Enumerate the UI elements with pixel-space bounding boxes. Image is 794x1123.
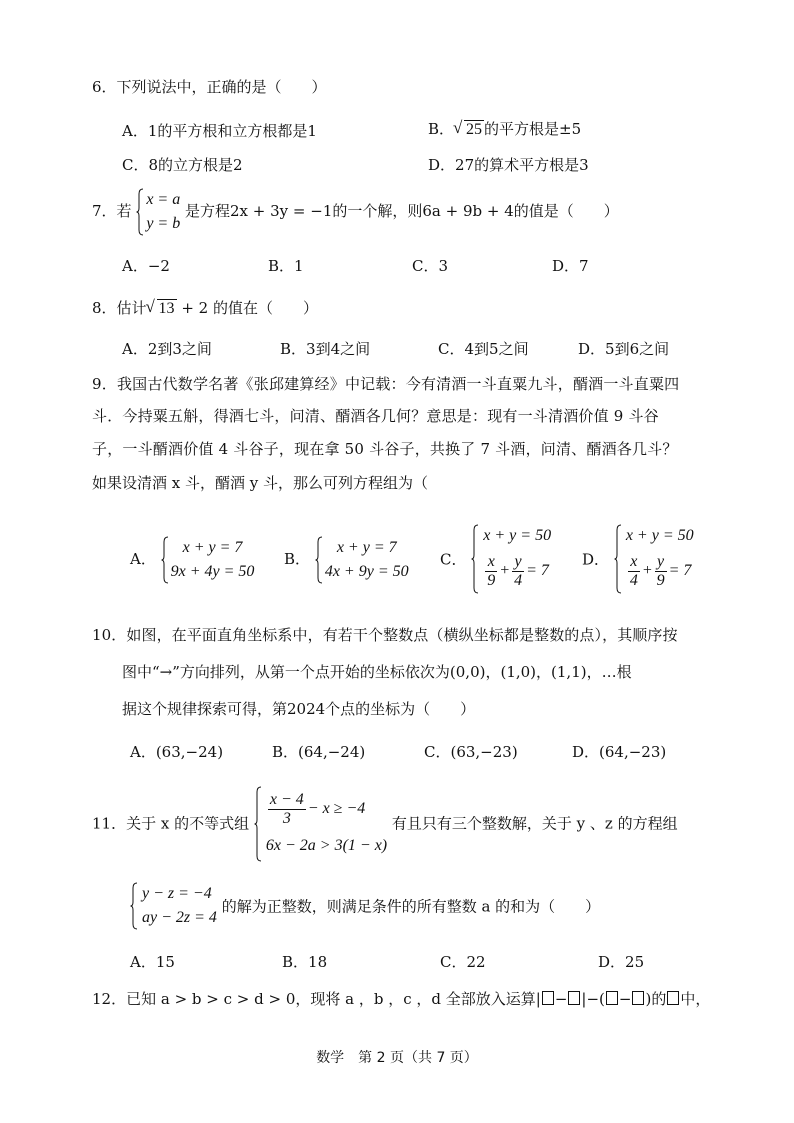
- q9-line-4: 如果设清酒 x 斗，醑酒 y 斗，那么可列方程组为（: [92, 474, 429, 492]
- frac-numerator: x: [628, 553, 640, 572]
- q9-line-2: 斗．今持粟五斛，得酒七斗，问清、醑酒各几何？意思是：现有一斗清酒价值 9 斗谷: [92, 407, 659, 425]
- q10-line-2: 图中“→”方向排列，从第一个点开始的坐标依次为(0,0)，(1,0)，(1,1)，…根: [122, 663, 632, 681]
- q8-radicand: 13: [158, 300, 175, 317]
- blank-box: [568, 991, 580, 1005]
- q9-option-b-system: [315, 536, 409, 584]
- q7-system: [136, 188, 180, 236]
- frac-numerator: y: [655, 553, 667, 572]
- frac-denominator: 4: [514, 571, 523, 589]
- blank-box: [542, 991, 554, 1005]
- q12-minus: −: [554, 990, 568, 1008]
- plus-sign: +: [641, 562, 653, 579]
- q9-option-d: [582, 524, 694, 594]
- q9-option-d-system: [614, 524, 694, 594]
- q6-option-c: C．8的立方根是2: [122, 156, 243, 174]
- brace-icon: [315, 536, 323, 584]
- q7-prefix: 7．若: [92, 202, 132, 220]
- q8-stem: [92, 297, 318, 317]
- q9-c-frac-y: [512, 553, 524, 590]
- q6-option-b-text: 的平方根是±5: [484, 120, 582, 138]
- q9-b-row-1: x + y = 7: [336, 539, 397, 556]
- q11-equation-line: [130, 882, 600, 930]
- q11-row-1: [266, 786, 387, 832]
- q8-option-c: C．4到5之间: [438, 340, 529, 358]
- brace-icon: [254, 786, 262, 862]
- q11-inequality-line: [92, 786, 678, 860]
- frac-numerator: y: [512, 553, 524, 572]
- brace-icon: [136, 188, 144, 236]
- q8-option-a: A．2到3之间: [122, 340, 212, 358]
- q12-minus-2: −: [618, 990, 632, 1008]
- q12-paren-close: ): [645, 990, 652, 1008]
- q9-option-b-label: B．: [284, 550, 311, 568]
- q9-c-row-1: x + y = 50: [483, 527, 552, 544]
- q11-text: 有且只有三个整数解，关于 y 、z 的方程组: [391, 814, 678, 833]
- q11-option-c: C．22: [440, 953, 486, 971]
- q8-sqrt: √ 13: [145, 297, 175, 317]
- q8-prefix: 8．估计: [92, 299, 147, 317]
- q7-option-a: A．−2: [122, 257, 170, 275]
- q9-c-row-2: [483, 548, 551, 594]
- q7-stem: [92, 188, 619, 236]
- q9-line-3: 子，一斗醑酒价值 4 斗谷子，现在拿 50 斗谷子，共换了 7 斗酒，问清、醑酒各几斗？: [92, 440, 678, 458]
- q8-option-b: B．3到4之间: [280, 340, 371, 358]
- q7-option-d: D．7: [552, 257, 589, 275]
- brace-icon: [161, 536, 169, 584]
- brace-icon: [471, 524, 479, 594]
- q7-option-c: C．3: [412, 257, 449, 275]
- q12-abs-close: |−(: [581, 990, 605, 1008]
- equals-value: = 7: [668, 562, 692, 579]
- q10-option-a: A．(63,−24): [130, 743, 224, 761]
- q7-system-row-2: y = b: [146, 215, 181, 232]
- q11-inequality-system: [254, 786, 387, 860]
- q10-option-d: D．(64,−23): [572, 743, 667, 761]
- blank-box: [667, 991, 679, 1005]
- q11-row-2: 6x − 2a > 3(1 − x): [265, 837, 388, 854]
- brace-icon: [130, 882, 138, 930]
- q6-sqrt: √ 25: [453, 118, 483, 138]
- q9-b-row-2: 4x + 9y = 50: [324, 563, 409, 580]
- frac-denominator: 3: [282, 809, 291, 827]
- q9-d-row-2: [626, 548, 694, 594]
- frac-denominator: 9: [656, 571, 665, 589]
- q9-option-d-label: D．: [582, 550, 610, 569]
- equals-value: = 7: [526, 562, 549, 579]
- q9-option-c-label: C．: [440, 550, 467, 569]
- q7-text: 是方程2x + 3y = −1的一个解，则6a + 9b + 4的值是（ ）: [185, 202, 619, 220]
- q10-option-c: C．(63,−23): [424, 743, 518, 761]
- q9-option-a-label: A．: [130, 550, 156, 568]
- q7-option-b: B．1: [268, 257, 304, 275]
- q6-stem: 6．下列说法中，正确的是（ ）: [92, 78, 327, 96]
- frac-numerator: x − 4: [269, 790, 304, 808]
- q8-text: + 2 的值在（ ）: [181, 299, 318, 317]
- q6-option-b: [428, 118, 582, 138]
- q11-option-a: A．15: [130, 953, 175, 971]
- brace-icon: [614, 524, 622, 594]
- q11-equation-system: [130, 882, 217, 930]
- q10-option-b: B．(64,−24): [272, 743, 366, 761]
- q6-radicand: 25: [466, 121, 483, 138]
- q10-line-3: 据这个规律探索可得，第2024个点的坐标为（ ）: [122, 700, 476, 718]
- q12-text: 12．已知 a > b > c > d > 0，现将 a ，b ，c ，d 全部放入运算: [92, 990, 536, 1008]
- blank-box: [606, 991, 618, 1005]
- q12-text-2: 的: [651, 990, 667, 1008]
- q9-option-c-system: [471, 524, 551, 594]
- q9-option-b: [284, 536, 409, 584]
- q6-option-b-label: B．: [428, 120, 455, 138]
- q9-a-row-2: 9x + 4y = 50: [170, 563, 255, 580]
- q6-option-d: D．27的算术平方根是3: [428, 156, 589, 174]
- frac-denominator: 9: [487, 571, 496, 589]
- q10-line-1: 10．如图，在平面直角坐标系中，有若干个整数点（横纵坐标都是整数的点），其顺序按: [92, 626, 678, 644]
- q11-eq-text: 的解为正整数，则满足条件的所有整数 a 的和为（ ）: [221, 897, 601, 916]
- q9-d-frac-y: [655, 553, 667, 590]
- plus-sign: +: [499, 562, 511, 579]
- q11-fraction: [268, 791, 306, 828]
- q11-eq-row-2: ay − 2z = 4: [142, 909, 217, 926]
- frac-numerator: x: [485, 553, 497, 572]
- frac-denominator: 4: [629, 571, 638, 589]
- blank-box: [632, 991, 644, 1005]
- q9-c-frac-x: [485, 553, 497, 590]
- q9-option-c: [440, 524, 551, 594]
- q12-text-3: 中，: [680, 990, 711, 1008]
- q8-option-d: D．5到6之间: [578, 340, 670, 358]
- q11-option-d: D．25: [598, 953, 645, 971]
- q9-a-row-1: x + y = 7: [182, 539, 243, 556]
- q9-d-frac-x: [628, 553, 640, 590]
- q9-d-row-1: x + y = 50: [625, 527, 694, 544]
- q9-option-a-system: [161, 536, 255, 584]
- q11-prefix: 11．关于 x 的不等式组: [92, 814, 250, 833]
- q11-option-b: B．18: [282, 953, 328, 971]
- q6-option-a: A．1的平方根和立方根都是1: [122, 122, 317, 140]
- q12-abs-open: |: [535, 990, 541, 1008]
- q7-system-row-1: x = a: [146, 191, 181, 208]
- page-footer: 数学 第 2 页（共 7 页）: [316, 1050, 478, 1066]
- q11-eq-row-1: y − z = −4: [142, 885, 212, 902]
- q11-row-1-rest: − x ≥ −4: [307, 800, 366, 817]
- q12-stem: [92, 991, 710, 1007]
- q9-line-1: 9．我国古代数学名著《张邱建算经》中记载：今有清酒一斗直粟九斗，醑酒一斗直粟四: [92, 375, 680, 393]
- q9-option-a: [130, 536, 254, 584]
